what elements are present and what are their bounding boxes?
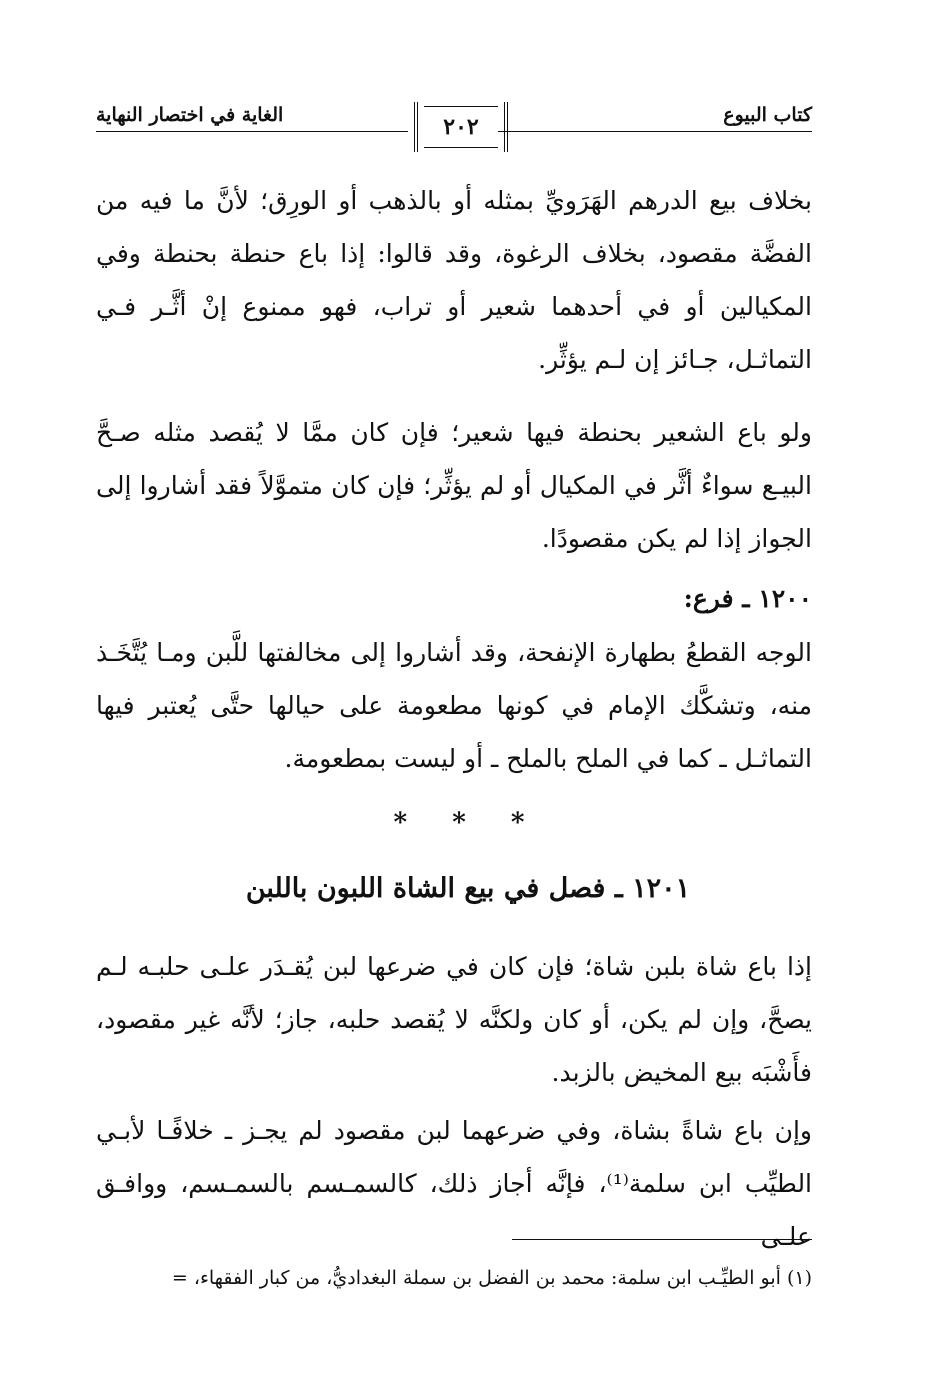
paragraph-2: ولو باع الشعير بحنطة فيها شعير؛ فإن كان ممَّا لا يُقصد مثله صـحَّ البيـع سواءٌ أثَّر في المكيال أو لم يؤثِّر؛ فإن كان متموَّلاً فقد أشاروا إلى الجواز إذا لم يكن مقصودًا. [96, 418, 812, 553]
section-label-1200: ١٢٠٠ ـ فرع: [683, 584, 812, 613]
page-number-frame [414, 102, 508, 152]
paragraph-5: وإن باع شاةً بشاة، وفي ضرعهما لبن مقصود لم يجـز ـ خلافًـا لأبـي الطيِّب ابن سلمة⁽¹⁾، فإنَّه أجاز ذلك، كالسمـسم بالسمـسم، ووافـق علـى [96, 1116, 813, 1251]
chapter-title: كتاب البيوع [723, 104, 812, 126]
paragraph-4: إذا باع شاة بلبن شاة؛ فإن كان في ضرعها لبن يُقـدَر علـى حلبـه لـم يصحَّ، وإن لم يكن، أو كان ولكنَّه لا يُقصد حلبه، جاز؛ لأنَّه غير مقصود، فأَشْبَه بيع المخيض بالزبد. [96, 952, 812, 1087]
header-rule-left [96, 131, 408, 132]
footnote-1: (١) أبو الطيِّـب ابن سلمة: محمد بن الفضل بن سملة البغداديُّ، من كبار الفقهاء، = [171, 1267, 812, 1289]
header-rule-right [498, 131, 812, 132]
footnote-rule [512, 1239, 812, 1240]
book-title: الغاية في اختصار النهاية [96, 104, 284, 126]
page-number: ٢٠٢ [443, 114, 479, 140]
section-heading-1201: ١٢٠١ ـ فصل في بيع الشاة اللبون باللبن [245, 873, 691, 904]
running-header [96, 88, 812, 168]
section-separator: * * * [393, 808, 543, 838]
paragraph-1: بخلاف بيع الدرهم الهَرَويِّ بمثله أو بالذهب أو الورِق؛ لأنَّ ما فيه من الفضَّة مقصود، بخلاف الرغوة، وقد قالوا: إذا باع حنطة بحنطة وفي المكيالين أو في أحدهما شعير أو تراب، فهو ممنوع إنْ أثَّـر فـي التماثـل، جـائز إن لـم يؤثِّر. [96, 186, 812, 374]
paragraph-3: الوجه القطعُ بطهارة الإنفحة، وقد أشاروا إلى مخالفتها للَّبن ومـا يُتَّخَـذ منه، وتشكَّك الإمام في كونها مطعومة على حيالها حتَّى يُعتبر فيها التماثـل ـ كما في الملح بالملح ـ أو ليست بمطعومة. [96, 638, 812, 773]
